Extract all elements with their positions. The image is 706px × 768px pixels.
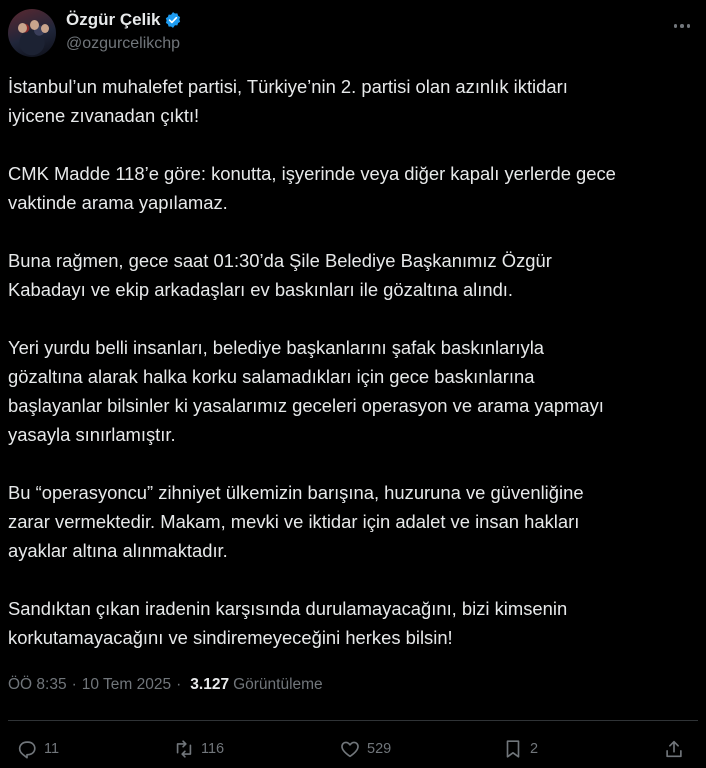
bookmark-button[interactable] bbox=[502, 736, 538, 762]
bookmark-icon bbox=[502, 738, 524, 760]
action-bar bbox=[0, 736, 706, 762]
more-options-icon[interactable] bbox=[668, 16, 696, 36]
tweet-meta bbox=[8, 676, 323, 694]
author-display-name[interactable]: Özgür Çelik bbox=[66, 10, 161, 29]
reply-button[interactable] bbox=[16, 736, 59, 762]
author-handle[interactable]: @ozgurcelikchp bbox=[66, 35, 181, 52]
repost-button[interactable] bbox=[173, 736, 224, 762]
bookmark-count: 2 bbox=[530, 741, 539, 757]
tweet-date[interactable]: 10 Tem 2025 bbox=[81, 676, 172, 693]
tweet-paragraph: Bu “operasyoncu” zihniyet ülkemizin barışına, huzuruna ve güvenliğine zarar vermektedir. Makam, mevki ve iktidar için adalet ve insan hakları ayaklar altına alınmaktadır. bbox=[8, 482, 584, 561]
meta-separator: · bbox=[176, 676, 182, 693]
heart-icon bbox=[339, 738, 361, 760]
avatar-face bbox=[41, 24, 49, 33]
author-names bbox=[66, 10, 182, 53]
tweet-paragraph: CMK Madde 118’e göre: konutta, işyerinde veya diğer kapalı yerlerde gece vaktinde arama yapılamaz. bbox=[8, 163, 616, 213]
verified-badge-icon bbox=[164, 11, 182, 29]
like-button[interactable] bbox=[339, 736, 391, 762]
views-label: Görüntüleme bbox=[233, 676, 323, 693]
tweet-paragraph: Buna rağmen, gece saat 01:30’da Şile Belediye Başkanımız Özgür Kabadayı ve ekip arkadaşları ev baskınları ile gözaltına alındı. bbox=[8, 250, 552, 300]
divider bbox=[8, 720, 698, 721]
avatar[interactable] bbox=[8, 9, 56, 57]
like-count: 529 bbox=[367, 741, 392, 757]
tweet-time[interactable]: ÖÖ 8:35 bbox=[8, 676, 67, 693]
tweet-paragraph: Yeri yurdu belli insanları, belediye başkanlarını şafak baskınlarıyla gözaltına alarak halka korku salamadıkları için gece baskınlarına başlayanlar bilsinler ki yasalarımız geceleri operasyon ve arama yapmayı yasayla sınırlamıştır. bbox=[8, 337, 604, 445]
reply-icon bbox=[16, 738, 38, 760]
tweet-text bbox=[8, 72, 700, 681]
share-icon bbox=[663, 738, 685, 760]
repost-count: 116 bbox=[201, 741, 225, 757]
reply-count: 11 bbox=[44, 741, 60, 757]
tweet-paragraph: Sandıktan çıkan iradenin karşısında durulamayacağını, bizi kimsenin korkutamayacağını ve sindiremeyeceğini herkes bilsin! bbox=[8, 598, 568, 648]
avatar-face bbox=[30, 20, 39, 30]
tweet-header bbox=[8, 6, 698, 60]
avatar-face bbox=[18, 23, 27, 33]
tweet-paragraph: İstanbul’un muhalefet partisi, Türkiye’nin 2. partisi olan azınlık iktidarı iyicene zıvanadan çıktı! bbox=[8, 76, 568, 126]
meta-separator: · bbox=[71, 676, 77, 693]
repost-icon bbox=[173, 738, 195, 760]
views-count: 3.127 bbox=[190, 676, 230, 693]
author-display-name-row[interactable] bbox=[66, 10, 182, 30]
share-button[interactable] bbox=[663, 736, 685, 762]
